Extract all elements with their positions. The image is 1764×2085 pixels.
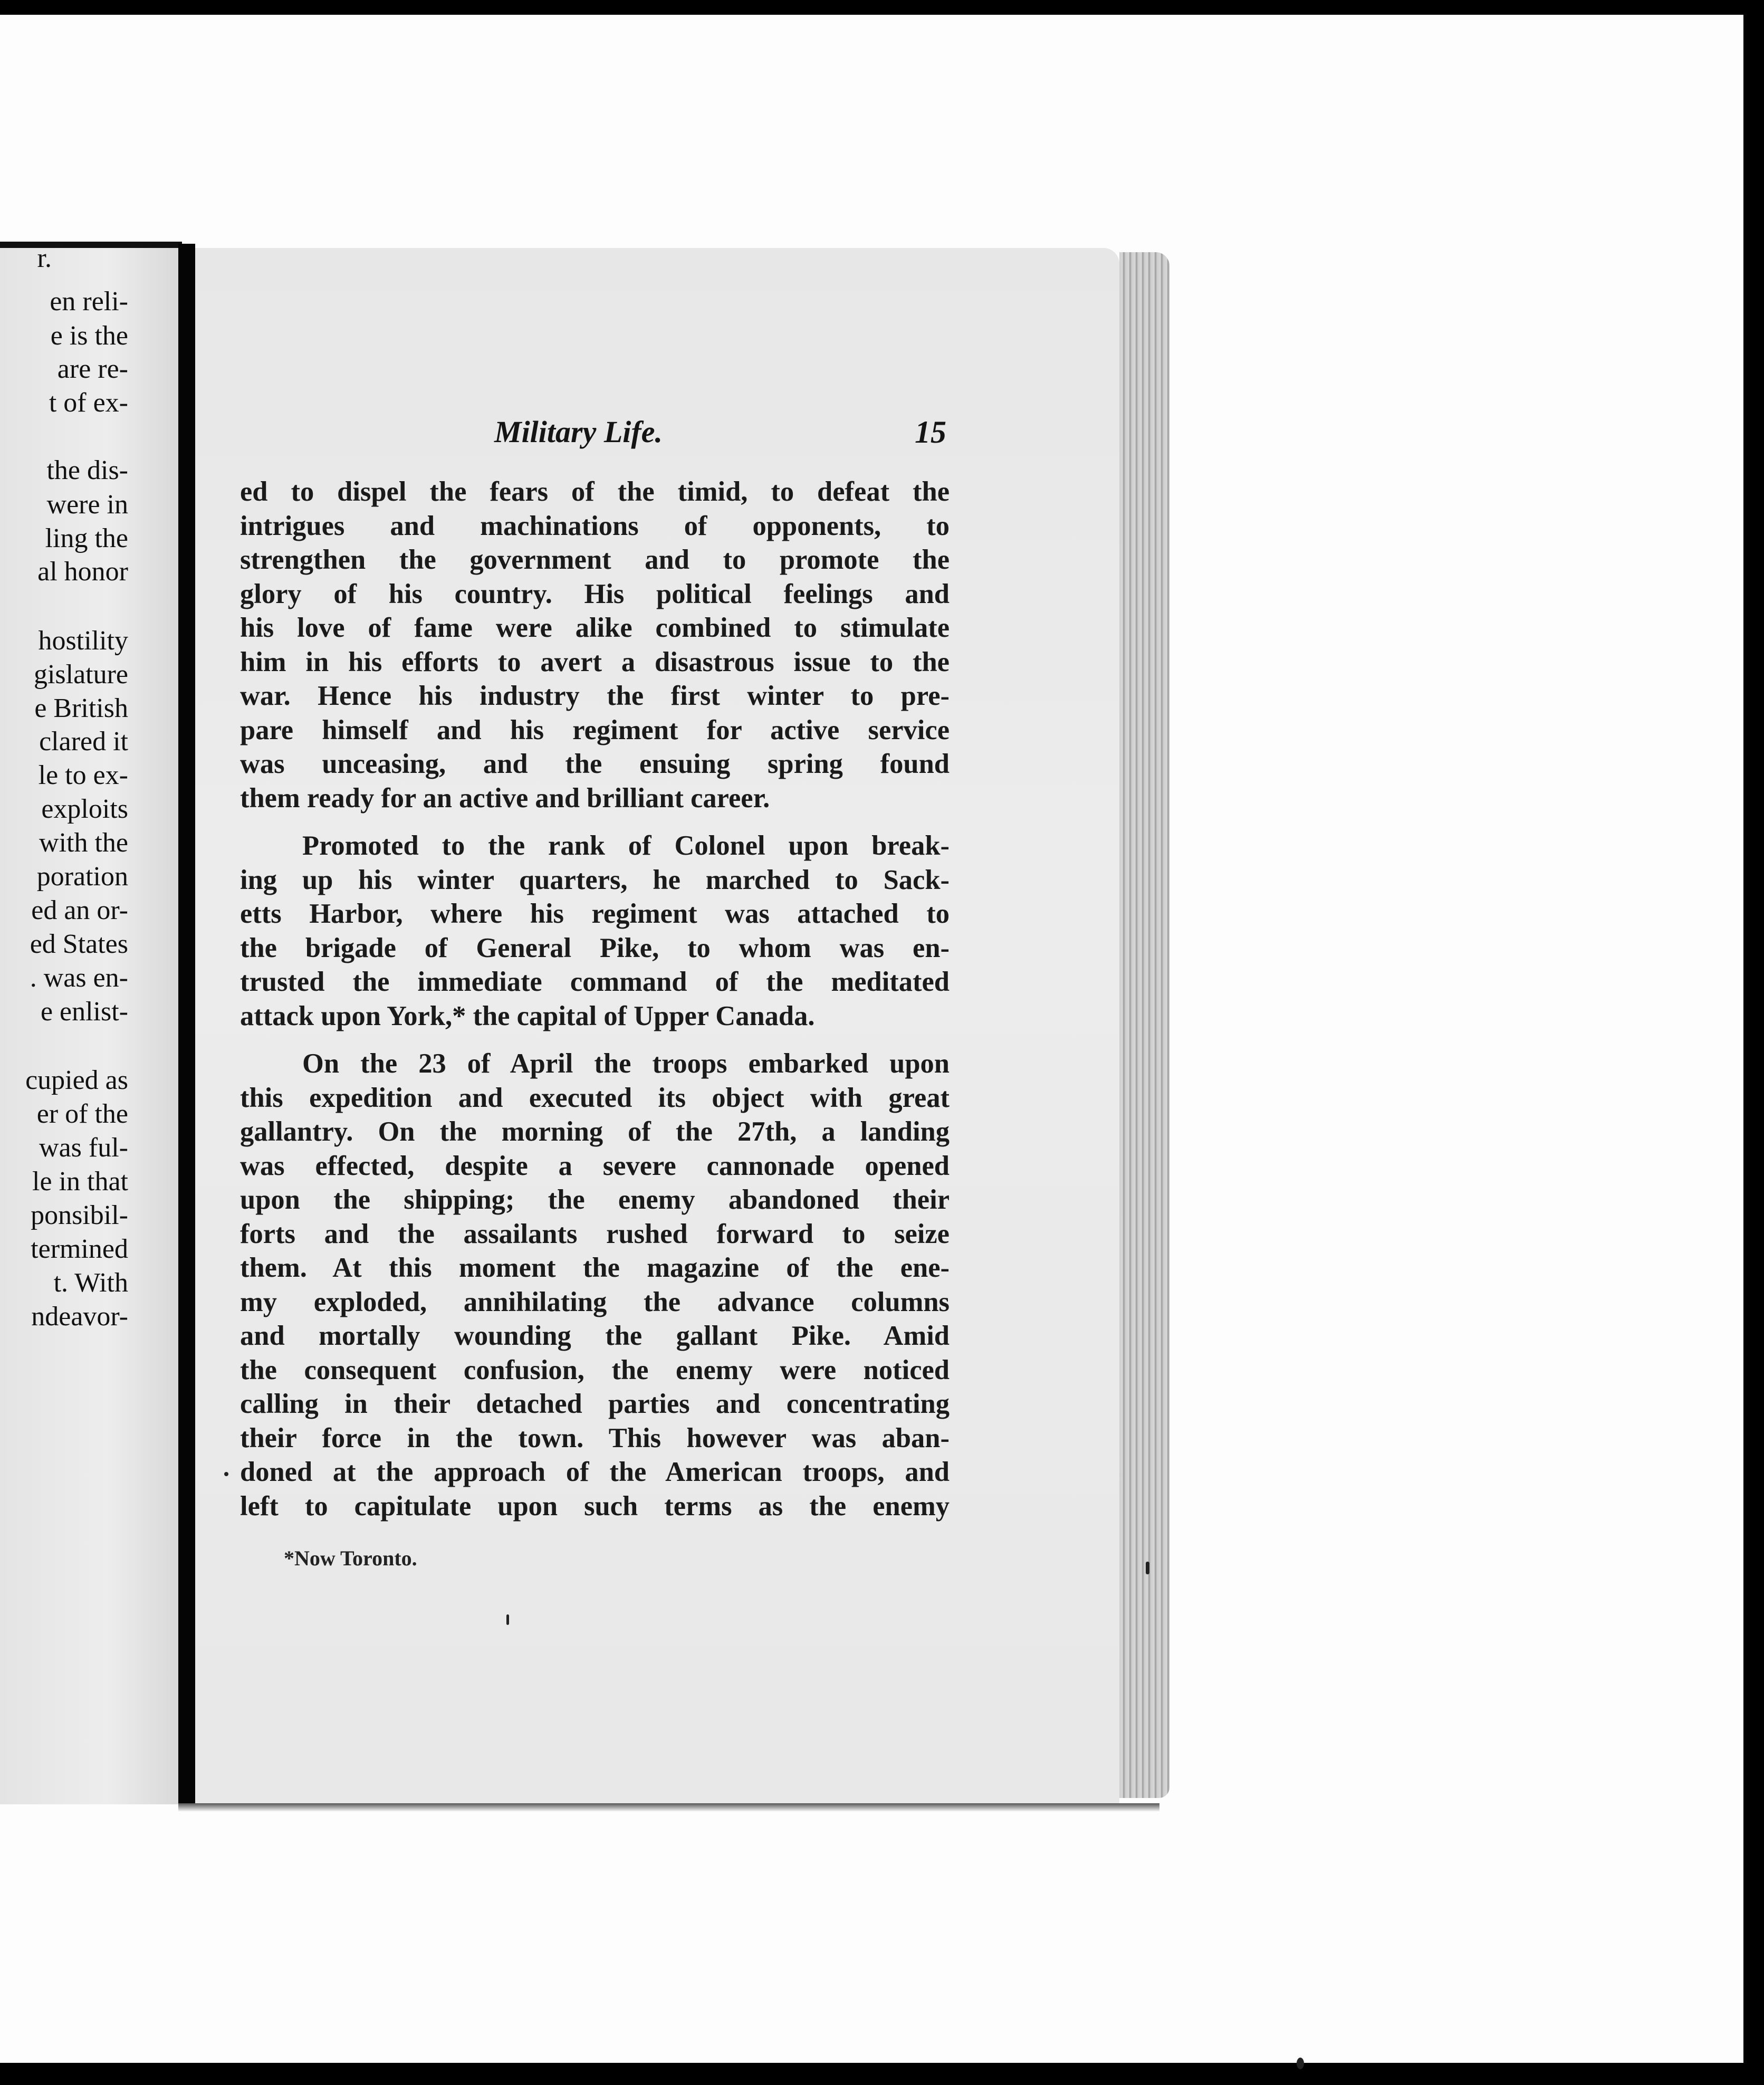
left-page-line: gislature [33,659,128,690]
page-block-edges [1119,252,1169,1798]
left-page-line: ndeavor- [31,1302,128,1332]
left-page-line: er of the [36,1099,128,1129]
left-page-line: . was en- [30,963,128,993]
text-line: intrigues and machinations of opponents, to [240,510,950,541]
left-page-line: termined [31,1234,128,1264]
text-line: glory of his country. His political feelings and [240,578,950,609]
text-line: trusted the immediate command of the meditated [240,967,950,997]
text-line: and mortally wounding the gallant Pike. Amid [240,1321,950,1351]
left-page-line: e enlist- [40,997,128,1027]
left-page-line: were in [46,490,128,520]
left-page-line: hostility [38,626,128,656]
left-page-line: al honor [37,557,128,587]
text-line: upon the shipping; the enemy abandoned their [240,1184,950,1215]
left-page-line: the dis- [46,455,128,485]
left-page-line: t of ex- [49,388,128,418]
left-page-line: e is the [50,321,128,351]
text-line: ing up his winter quarters, he marched to Sack- [240,864,950,895]
left-page-line: ed States [30,929,128,959]
body-text [240,475,950,1537]
paragraph-1 [240,475,950,815]
left-page-line: t. With [53,1268,128,1298]
left-facing-page [0,248,178,1804]
text-line: pare himself and his regiment for active service [240,714,950,745]
left-page-line: are re- [57,354,128,384]
text-line: doned at the approach of the American troops, and [240,1457,950,1487]
text-line: Promoted to the rank of Colonel upon break- [302,830,950,861]
left-page-line: e British [34,693,128,723]
text-line: their force in the town. This however was aban- [240,1422,950,1453]
left-page-line: cupied as [25,1065,128,1095]
scan-speck [1146,1562,1149,1574]
left-page-line: le in that [32,1166,128,1197]
text-line: them. At this moment the magazine of the ene- [240,1252,950,1283]
paragraph-3 [240,1047,950,1523]
scan-speck [506,1614,509,1625]
text-line: this expedition and executed its object with great [240,1082,950,1113]
page-bottom-shadow [178,1803,1159,1812]
text-line: left to capitulate upon such terms as the enemy [240,1490,950,1522]
text-line: his love of fame were alike combined to stimulate [240,613,950,643]
left-page-line: r. [37,248,52,273]
text-line: was effected, despite a severe cannonade opened [240,1150,950,1181]
text-line: attack upon York,* the capital of Upper Canada. [240,1000,815,1031]
left-page-line: exploits [41,794,128,824]
text-line: the brigade of General Pike, to whom was en- [240,932,950,963]
text-line: him in his efforts to avert a disastrous issue to the [240,646,950,677]
left-page-line: poration [36,862,128,892]
left-page-line: le to ex- [38,760,128,790]
text-line: ed to dispel the fears of the timid, to defeat the [240,476,950,507]
left-page-line: ponsibil- [31,1200,128,1230]
left-page-line: ed an or- [31,895,128,925]
left-page-line: clared it [39,726,128,757]
footnote: *Now Toronto. [284,1546,417,1570]
text-line: gallantry. On the morning of the 27th, a landing [240,1116,950,1147]
left-page-line: ling the [45,523,128,553]
text-line: the consequent confusion, the enemy were noticed [240,1354,950,1385]
text-line: was unceasing, and the ensuing spring found [240,749,950,779]
left-page-line: was ful- [39,1133,128,1163]
text-line: etts Harbor, where his regiment was attached to [240,898,950,929]
scan-speck [1297,2058,1304,2069]
scan-speck [224,1472,228,1476]
text-line: my exploded, annihilating the advance columns [240,1286,950,1317]
left-page-line: with the [39,828,128,858]
text-line: calling in their detached parties and concentrating [240,1389,950,1419]
text-line: forts and the assailants rushed forward to seize [240,1218,950,1249]
text-line: strengthen the government and to promote the [240,544,950,575]
book-gutter [178,244,195,1809]
left-page-line: en reli- [50,286,128,317]
paragraph-2 [240,829,950,1033]
text-line: them ready for an active and brilliant career. [240,782,770,814]
running-title: Military Life. [494,415,663,449]
text-line: On the 23 of April the troops embarked upon [302,1048,950,1079]
text-line: war. Hence his industry the first winter to pre- [240,681,950,711]
page-number: 15 [915,415,946,449]
